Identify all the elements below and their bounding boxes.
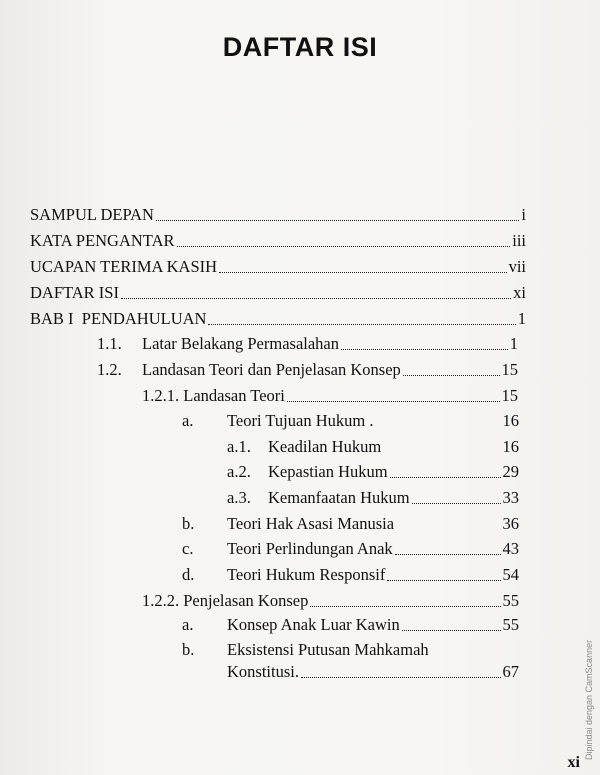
toc-page: 16 [502, 437, 519, 456]
toc-entry[interactable] [227, 563, 519, 585]
toc-page: 33 [502, 488, 519, 507]
toc-number: a.1. [227, 437, 251, 456]
leader-dots [395, 554, 501, 555]
toc-page: 43 [502, 539, 519, 558]
toc-label: Kemanfaatan Hukum [268, 488, 410, 507]
toc-label: Latar Belakang Permasalahan [142, 334, 339, 353]
toc-number: b. [182, 640, 195, 659]
leader-dots [287, 401, 500, 402]
leader-dots [402, 630, 501, 631]
toc-page: 15 [501, 386, 518, 405]
toc-entry[interactable] [268, 486, 519, 508]
toc-page: xi [513, 283, 526, 302]
toc-number: a. [182, 411, 194, 430]
leader-dots [208, 324, 515, 325]
leader-dots [403, 375, 500, 376]
toc-page: 16 [502, 411, 519, 430]
toc-label: Teori Perlindungan Anak [227, 539, 393, 558]
toc-entry[interactable] [268, 460, 519, 482]
page-number: xi [567, 754, 580, 771]
toc-label: Landasan Teori dan Penjelasan Konsep [142, 360, 401, 379]
toc-label: Teori Tujuan Hukum . [227, 411, 374, 430]
toc-label: Teori Hukum Responsif [227, 565, 386, 584]
leader-dots [310, 606, 500, 607]
toc-page: vii [508, 257, 526, 276]
toc-entry-bab[interactable] [30, 307, 526, 329]
toc-number: a.2. [227, 462, 251, 481]
leader-dots [383, 452, 500, 453]
bleed-through [70, 6, 490, 21]
toc-entry[interactable] [30, 229, 526, 251]
toc-entry[interactable] [142, 358, 518, 380]
toc-label: 1.2.1. Landasan Teori [142, 386, 285, 405]
toc-entry[interactable] [227, 660, 519, 682]
toc-entry[interactable] [142, 332, 518, 354]
leader-dots [412, 503, 501, 504]
toc-label: DAFTAR ISI [30, 283, 119, 302]
toc-label: Teori Hak Asasi Manusia [227, 514, 395, 533]
toc-number: b. [182, 514, 195, 533]
leader-dots [390, 477, 501, 478]
toc-label: UCAPAN TERIMA KASIH [30, 257, 218, 276]
toc-page: 55 [502, 591, 519, 610]
toc-label-line1: Eksistensi Putusan Mahkamah [227, 640, 429, 659]
toc-page: i [521, 205, 526, 224]
toc-number: d. [182, 565, 195, 584]
scanner-watermark [584, 540, 598, 760]
toc-entry[interactable] [227, 537, 519, 559]
toc-entry[interactable] [142, 384, 518, 406]
toc-entry[interactable] [268, 435, 519, 457]
toc-page: 1 [509, 334, 518, 353]
toc-page: 1 [517, 309, 526, 328]
toc-entry[interactable] [227, 613, 519, 635]
leader-dots [219, 272, 507, 273]
toc-entry[interactable] [30, 203, 526, 225]
toc-label: Konstitusi. [227, 662, 299, 681]
toc-number: c. [182, 539, 194, 558]
toc-label: Kepastian Hukum [268, 462, 388, 481]
leader-dots [177, 246, 511, 247]
leader-dots [156, 220, 519, 221]
toc-entry[interactable] [30, 255, 526, 277]
toc-number: a.3. [227, 488, 251, 507]
leader-dots [387, 580, 500, 581]
toc-label: 1.2.2. Penjelasan Konsep [142, 591, 309, 610]
watermark-text: Dipindai dengan CamScanner [584, 639, 594, 760]
toc-entry[interactable] [30, 281, 526, 303]
page-title: DAFTAR ISI [222, 32, 378, 62]
toc-entry[interactable] [227, 512, 519, 534]
toc-page: 67 [502, 662, 519, 681]
leader-dots [375, 426, 500, 427]
leader-dots [301, 677, 501, 678]
toc-entry[interactable] [142, 589, 519, 611]
toc-page: 54 [502, 565, 519, 584]
toc-page: 55 [502, 615, 519, 634]
leader-dots [121, 298, 511, 299]
toc-label: Konsep Anak Luar Kawin [227, 615, 400, 634]
toc-label: Keadilan Hukum [268, 437, 382, 456]
toc-label: KATA PENGANTAR [30, 231, 175, 250]
toc-label: BAB I PENDAHULUAN [30, 309, 207, 328]
toc-page: 29 [502, 462, 519, 481]
toc-label: SAMPUL DEPAN [30, 205, 154, 224]
toc-page: 36 [502, 514, 519, 533]
toc-number: 1.1. [97, 334, 122, 353]
leader-dots [341, 349, 508, 350]
toc-number: 1.2. [97, 360, 122, 379]
toc-entry[interactable] [227, 409, 519, 431]
toc-page: 15 [501, 360, 518, 379]
toc-page: iii [512, 231, 526, 250]
leader-dots [396, 529, 500, 530]
toc-number: a. [182, 615, 194, 634]
